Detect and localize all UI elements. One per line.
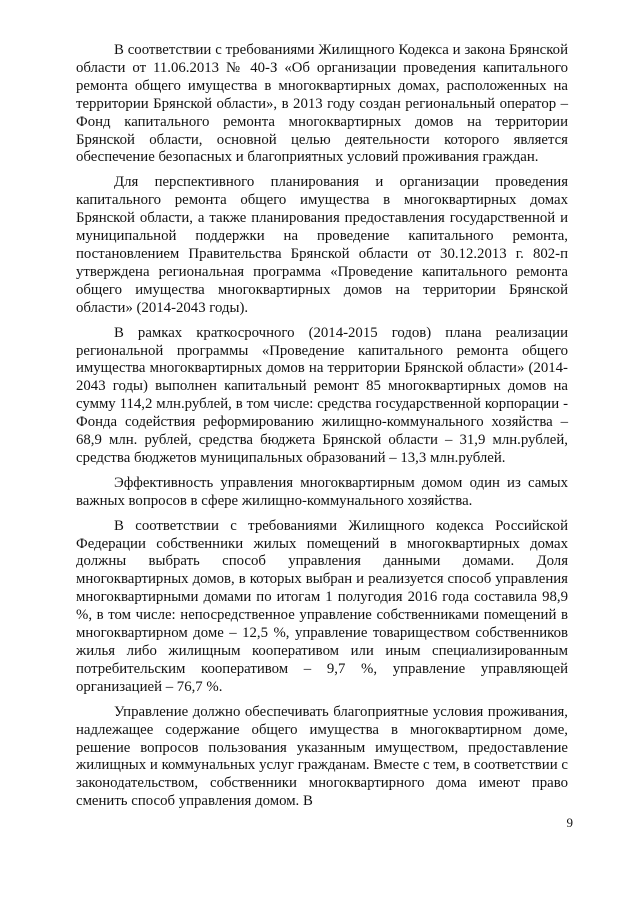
paragraph-management-efficiency: Эффективность управления многоквартирным домом один из самых важных вопросов в сфере жилищно-коммунального хозяйства.: [76, 474, 568, 509]
paragraph-short-term-plan: В рамках краткосрочного (2014-2015 годов) плана реализации региональной программы «Проведение капитального ремонта общего имущества многоквартирных домов на территории Брянской области» (2014-2043 годы) выполнен капитальный ремонт 85 многоквартирных домов на сумму 114,2 млн.рублей, в том числе: средства государственной корпорации - Фонда содействия реформированию жилищно-коммунального хозяйства – 68,9 млн. рублей, средства бюджета Брянской области – 31,9 млн.рублей, средства бюджетов муниципальных образований – 13,3 млн.рублей.: [76, 324, 568, 466]
document-body: [76, 42, 568, 818]
paragraph-regional-operator: В соответствии с требованиями Жилищного Кодекса и закона Брянской области от 11.06.2013 № 40-З «Об организации проведения капитального ремонта общего имущества в многоквартирных домах, расположенных на территории Брянской области», в 2013 году создан региональный оператор – Фонд капитального ремонта многоквартирных домов на территории Брянской области, основной целью деятельности которого является обеспечение безопасных и благоприятных условий проживания граждан.: [76, 42, 568, 166]
paragraph-regional-program: Для перспективного планирования и организации проведения капитального ремонта общего имущества в многоквартирных домах Брянской области, а также планирования предоставления государственной и муниципальной поддержки на проведение капитального ремонта, постановлением Правительства Брянской области от 30.12.2013 г. 802-п утверждена региональная программа «Проведение капитального ремонта общего имущества многоквартирных домов на территории Брянской области» (2014-2043 годы).: [76, 174, 568, 316]
paragraph-management-duties: Управление должно обеспечивать благоприятные условия проживания, надлежащее содержание общего имущества в многоквартирном доме, решение вопросов пользования указанным имуществом, предоставление жилищных и коммунальных услуг гражданам. Вместе с тем, в соответствии с законодательством, собственники многоквартирного дома имеют право сменить способ управления домом. В: [76, 703, 568, 810]
page-number: 9: [566, 815, 573, 830]
paragraph-management-methods: В соответствии с требованиями Жилищного кодекса Российской Федерации собственники жилых помещений в многоквартирных домах должны выбрать способ управления данными домами. Доля многоквартирных домов, в которых выбран и реализуется способ управления многоквартирными домами по итогам 1 полугодия 2016 года составила 98,9 %, в том числе: непосредственное управление собственниками помещений в многоквартирном доме – 12,5 %, управление товариществом собственников жилья либо жилищным кооперативом или иным специализированным потребительским кооперативом – 9,7 %, управление управляющей организацией – 76,7 %.: [76, 517, 568, 695]
